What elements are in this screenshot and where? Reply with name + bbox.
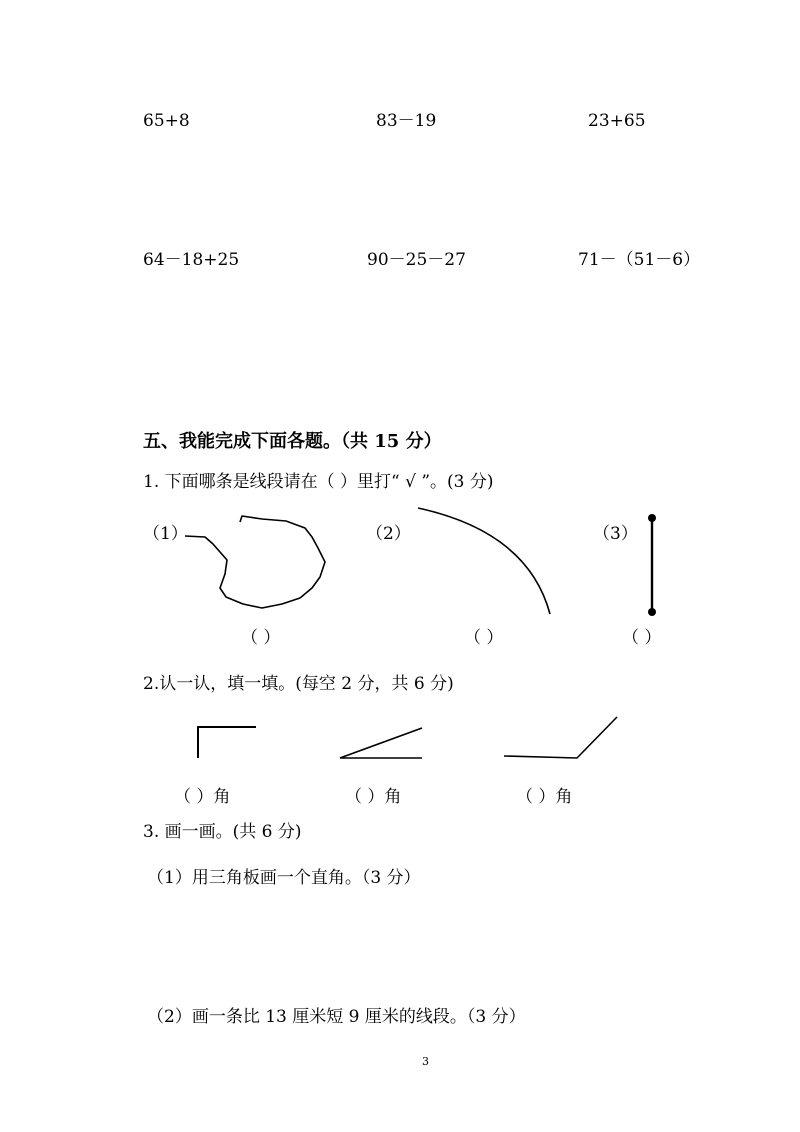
expression-23-plus-65: 23+65 <box>588 111 646 131</box>
expression-90-25-27: 90－25－27 <box>367 250 466 270</box>
q1-label-2: （2） <box>366 524 411 544</box>
question-1-prompt: 1. 下面哪条是线段请在（ ）里打“ √ ”。(3 分) <box>143 472 494 492</box>
question-3-prompt: 3. 画一画。(共 6 分) <box>143 822 302 842</box>
q2-blank-3[interactable]: （ ）角 <box>516 787 573 807</box>
expression-83-minus-19: 83－19 <box>376 111 437 131</box>
right-angle <box>198 727 256 758</box>
question-3-sub-2: （2）画一条比 13 厘米短 9 厘米的线段。（3 分） <box>147 1007 526 1027</box>
q1-answer-blank-3[interactable]: （ ） <box>622 628 662 648</box>
obtuse-angle <box>504 717 617 758</box>
q2-blank-1[interactable]: （ ）角 <box>174 787 231 807</box>
q1-label-3: （3） <box>593 524 638 544</box>
expression-65-plus-8: 65+8 <box>143 111 190 131</box>
question-3-sub-1: （1）用三角板画一个直角。（3 分） <box>147 868 421 888</box>
q1-label-1: （1） <box>143 524 188 544</box>
q2-blank-2[interactable]: （ ）角 <box>345 787 402 807</box>
q1-answer-blank-2[interactable]: （ ） <box>464 628 504 648</box>
section-five-title: 五、我能完成下面各题。（共 15 分） <box>143 431 442 452</box>
question-2-prompt: 2.认一认，填一填。(每空 2 分，共 6 分) <box>143 674 454 694</box>
acute-angle <box>340 728 422 758</box>
q1-answer-blank-1[interactable]: （ ） <box>241 628 281 648</box>
expression-64-18-25: 64－18+25 <box>143 250 240 270</box>
page-number: 3 <box>422 1055 429 1068</box>
expression-71-paren: 71－（51－6） <box>578 250 701 270</box>
